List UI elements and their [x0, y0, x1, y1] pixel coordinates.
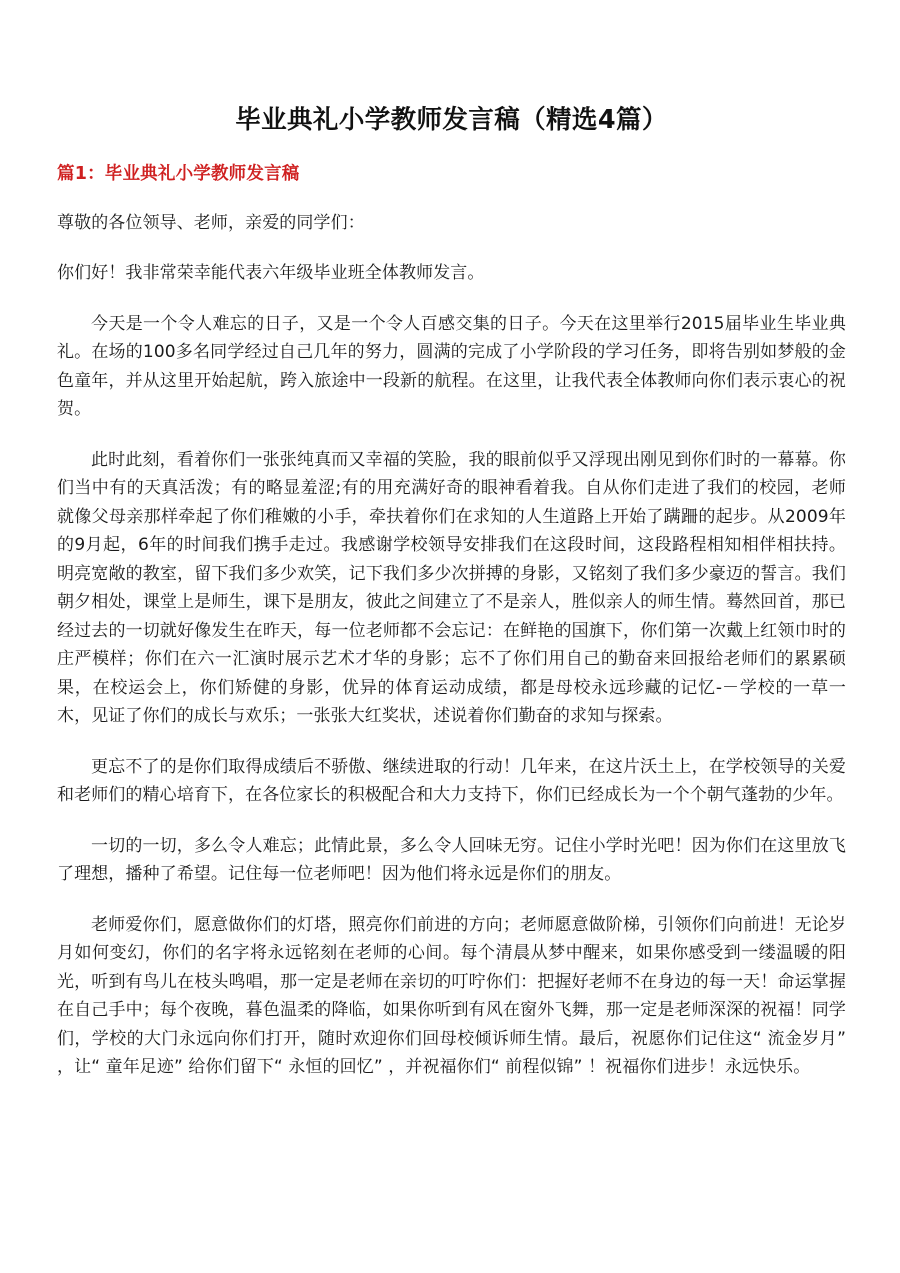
- paragraph-salutation: 尊敬的各位领导、老师，亲爱的同学们：: [57, 212, 365, 233]
- document-body: [57, 0, 846, 1082]
- paragraph-greeting: 你们好！我非常荣幸能代表六年级毕业班全体教师发言。: [57, 263, 485, 284]
- paragraph-body-5: 老师爱你们，愿意做你们的灯塔，照亮你们前进的方向；老师愿意做阶梯，引领你们向前进！无论岁月如何变幻，你们的名字将永远铭刻在老师的心间。每个清晨从梦中醒来，如果你感受到一缕温暖的阳光，听到有鸟儿在枝头鸣唱，那一定是老师在亲切的叮咛你们：把握好老师不在身边的每一天！命运掌握在自己手中；每个夜晚，暮色温柔的降临，如果你听到有风在窗外飞舞，那一定是老师深深的祝福！同学们，学校的大门永远向你们打开，随时欢迎你们回母校倾诉师生情。最后，祝愿你们记住这“ 流金岁月” ，让“ 童年足迹” 给你们留下“ 永恒的回忆” ，并祝福你们“ 前程似锦” ！祝福你们进步！永远快乐。: [57, 914, 846, 1078]
- paragraph-body-1: 今天是一个令人难忘的日子，又是一个令人百感交集的日子。今天在这里举行2015届毕业生毕业典礼。在场的100多名同学经过自己几年的努力，圆满的完成了小学阶段的学习任务，即将告别如梦般的金色童年，并从这里开始起航，跨入旅途中一段新的航程。在这里，让我代表全体教师向你们表示衷心的祝贺。: [57, 313, 846, 420]
- paragraph-body-4: 一切的一切，多么令人难忘；此情此景，多么令人回味无穷。记住小学时光吧！因为你们在这里放飞了理想，播种了希望。记住每一位老师吧！因为他们将永远是你们的朋友。: [57, 835, 846, 885]
- page-title: 毕业典礼小学教师发言稿（精选4篇）: [235, 105, 668, 135]
- paragraph-body-3: 更忘不了的是你们取得成绩后不骄傲、继续进取的行动！几年来，在这片沃土上，在学校领导的关爱和老师们的精心培育下，在各位家长的积极配合和大力支持下，你们已经成长为一个个朝气蓬勃的少年。: [57, 756, 846, 806]
- section-heading-1: 篇1：毕业典礼小学教师发言稿: [57, 164, 300, 185]
- paragraph-body-2: 此时此刻，看着你们一张张纯真而又幸福的笑脸，我的眼前似乎又浮现出刚见到你们时的一幕幕。你们当中有的天真活泼；有的略显羞涩;有的用充满好奇的眼神看着我。自从你们走进了我们的校园，老师就像父母亲那样牵起了你们稚嫩的小手，牵扶着你们在求知的人生道路上开始了蹒跚的起步。从2009年的9月起，6年的时间我们携手走过。我感谢学校领导安排我们在这段时间，这段路程相知相伴相扶持。明亮宽敞的教室，留下我们多少欢笑，记下我们多少次拼搏的身影，又铭刻了我们多少豪迈的誓言。我们朝夕相处，课堂上是师生，课下是朋友，彼此之间建立了不是亲人，胜似亲人的师生情。蓦然回首，那已经过去的一切就好像发生在昨天，每一位老师都不会忘记：在鲜艳的国旗下，你们第一次戴上红领巾时的庄严模样；你们在六一汇演时展示艺术才华的身影；忘不了你们用自己的勤奋来回报给老师们的累累硕果，在校运会上，你们矫健的身影，优异的体育运动成绩，都是母校永远珍藏的记忆-－学校的一草一木，见证了你们的成长与欢乐；一张张大红奖状，述说着你们勤奋的求知与探索。: [57, 449, 846, 727]
